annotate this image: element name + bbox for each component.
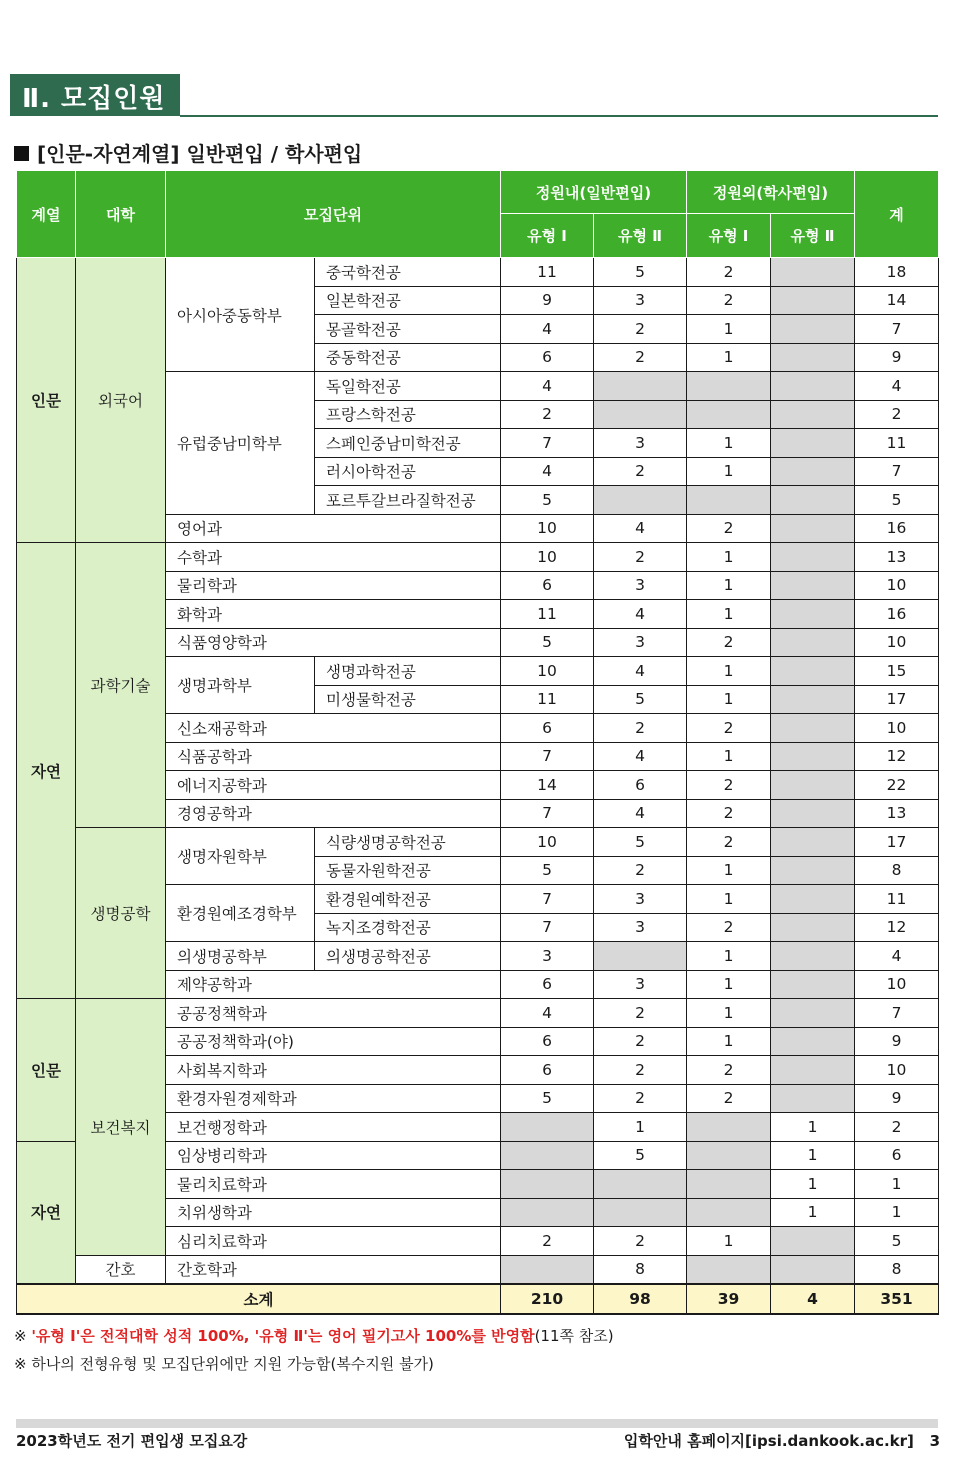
header-college: 대학	[76, 171, 166, 258]
total-cell: 16	[855, 600, 939, 629]
value-cell: 2	[501, 400, 594, 429]
value-cell: 2	[687, 714, 771, 743]
total-cell: 8	[855, 1255, 939, 1284]
value-cell: 2	[594, 343, 687, 372]
dept-cell: 화학과	[166, 600, 501, 629]
header-unit: 모집단위	[166, 171, 501, 258]
total-cell: 11	[855, 885, 939, 914]
value-cell: 3	[594, 970, 687, 999]
header-out-type1: 유형 Ⅰ	[687, 214, 771, 258]
total-cell: 17	[855, 685, 939, 714]
header-out-quota: 정원외(학사편입)	[687, 171, 855, 214]
table-row	[17, 999, 939, 1028]
value-cell: 2	[687, 258, 771, 287]
value-cell	[687, 1170, 771, 1199]
total-cell: 12	[855, 913, 939, 942]
major-cell: 프랑스학전공	[315, 400, 501, 429]
dept-cell: 신소재공학과	[166, 714, 501, 743]
value-cell	[771, 799, 855, 828]
major-cell: 미생물학전공	[315, 685, 501, 714]
value-cell	[771, 486, 855, 515]
dept-cell: 사회복지학과	[166, 1056, 501, 1085]
major-cell: 환경원예학전공	[315, 885, 501, 914]
value-cell: 1	[687, 1227, 771, 1256]
value-cell: 7	[501, 885, 594, 914]
subtotal-value: 39	[687, 1284, 771, 1314]
table-row	[17, 1255, 939, 1284]
major-cell: 중국학전공	[315, 258, 501, 287]
value-cell: 1	[687, 657, 771, 686]
section-underline	[180, 115, 938, 117]
value-cell: 1	[687, 856, 771, 885]
value-cell: 1	[771, 1141, 855, 1170]
value-cell: 2	[594, 1027, 687, 1056]
dept-cell: 아시아중동학부	[166, 258, 315, 372]
value-cell: 4	[501, 999, 594, 1028]
subtitle-text: [인문-자연계열] 일반편입 / 학사편입	[37, 142, 363, 166]
note-mark: ※	[14, 1327, 32, 1345]
value-cell	[687, 1113, 771, 1142]
value-cell: 11	[501, 600, 594, 629]
value-cell	[771, 714, 855, 743]
dept-cell: 간호학과	[166, 1255, 501, 1284]
field-cell: 인문	[17, 999, 76, 1142]
value-cell: 1	[687, 600, 771, 629]
college-cell: 외국어	[76, 258, 166, 543]
major-cell: 중동학전공	[315, 343, 501, 372]
value-cell: 1	[771, 1113, 855, 1142]
subtotal-value: 4	[771, 1284, 855, 1314]
value-cell	[687, 1255, 771, 1284]
dept-cell: 수학과	[166, 543, 501, 572]
value-cell: 7	[501, 799, 594, 828]
dept-cell: 임상병리학과	[166, 1141, 501, 1170]
value-cell	[771, 543, 855, 572]
value-cell: 2	[594, 315, 687, 344]
value-cell: 5	[594, 828, 687, 857]
value-cell	[771, 1027, 855, 1056]
value-cell	[771, 685, 855, 714]
value-cell	[687, 486, 771, 515]
page-number: 3	[929, 1432, 940, 1450]
dept-cell: 공공정책학과	[166, 999, 501, 1028]
value-cell	[771, 885, 855, 914]
value-cell: 2	[594, 457, 687, 486]
value-cell: 4	[594, 742, 687, 771]
major-cell: 포르투갈브라질학전공	[315, 486, 501, 515]
dept-cell: 생명자원학부	[166, 828, 315, 885]
value-cell: 4	[594, 514, 687, 543]
value-cell	[771, 315, 855, 344]
value-cell	[771, 400, 855, 429]
subtotal-value: 210	[501, 1284, 594, 1314]
dept-cell: 영어과	[166, 514, 501, 543]
header-field: 계열	[17, 171, 76, 258]
value-cell: 4	[501, 372, 594, 401]
dept-cell: 환경원예조경학부	[166, 885, 315, 942]
value-cell	[771, 913, 855, 942]
value-cell: 5	[501, 486, 594, 515]
total-cell: 16	[855, 514, 939, 543]
value-cell	[771, 942, 855, 971]
value-cell: 6	[501, 714, 594, 743]
header-out-type2: 유형 Ⅱ	[771, 214, 855, 258]
value-cell	[594, 942, 687, 971]
total-cell: 7	[855, 315, 939, 344]
value-cell: 10	[501, 514, 594, 543]
value-cell: 5	[594, 258, 687, 287]
enrollment-table	[16, 170, 939, 1315]
value-cell	[771, 457, 855, 486]
major-cell: 일본학전공	[315, 286, 501, 315]
total-cell: 10	[855, 571, 939, 600]
value-cell: 11	[501, 685, 594, 714]
table-row	[17, 543, 939, 572]
major-cell: 의생명공학전공	[315, 942, 501, 971]
total-cell: 12	[855, 742, 939, 771]
total-cell: 4	[855, 942, 939, 971]
header-in-type1: 유형 Ⅰ	[501, 214, 594, 258]
value-cell: 2	[687, 828, 771, 857]
total-cell: 15	[855, 657, 939, 686]
value-cell	[771, 1255, 855, 1284]
total-cell: 5	[855, 1227, 939, 1256]
value-cell	[594, 1198, 687, 1227]
header-in-quota: 정원내(일반편입)	[501, 171, 687, 214]
value-cell: 7	[501, 742, 594, 771]
value-cell: 1	[687, 343, 771, 372]
value-cell	[771, 628, 855, 657]
value-cell: 2	[594, 543, 687, 572]
college-cell: 과학기술	[76, 543, 166, 828]
value-cell	[771, 258, 855, 287]
note-highlight: '유형 Ⅰ'은 전적대학 성적 100%, '유형 Ⅱ'는 영어 필기고사 100%를 반영함	[31, 1327, 535, 1345]
value-cell: 6	[501, 970, 594, 999]
total-cell: 13	[855, 799, 939, 828]
dept-cell: 생명과학부	[166, 657, 315, 714]
value-cell: 2	[501, 1227, 594, 1256]
value-cell: 7	[501, 429, 594, 458]
value-cell	[771, 1227, 855, 1256]
value-cell: 1	[687, 571, 771, 600]
value-cell	[771, 372, 855, 401]
value-cell: 3	[594, 913, 687, 942]
value-cell	[594, 1170, 687, 1199]
dept-cell: 환경자원경제학과	[166, 1084, 501, 1113]
value-cell: 4	[594, 657, 687, 686]
value-cell: 5	[594, 1141, 687, 1170]
major-cell: 독일학전공	[315, 372, 501, 401]
value-cell: 5	[594, 685, 687, 714]
value-cell: 1	[687, 685, 771, 714]
total-cell: 9	[855, 343, 939, 372]
value-cell: 2	[687, 628, 771, 657]
value-cell	[771, 429, 855, 458]
value-cell: 1	[771, 1170, 855, 1199]
value-cell: 6	[501, 571, 594, 600]
value-cell	[594, 486, 687, 515]
dept-cell: 치위생학과	[166, 1198, 501, 1227]
value-cell: 5	[501, 1084, 594, 1113]
value-cell	[501, 1141, 594, 1170]
field-cell: 자연	[17, 543, 76, 999]
value-cell: 4	[594, 799, 687, 828]
value-cell	[771, 1084, 855, 1113]
dept-cell: 의생명공학부	[166, 942, 315, 971]
value-cell: 14	[501, 771, 594, 800]
total-cell: 2	[855, 1113, 939, 1142]
note-single-application: ※ 하나의 전형유형 및 모집단위에만 지원 가능함(복수지원 불가)	[14, 1355, 434, 1373]
dept-cell: 제약공학과	[166, 970, 501, 999]
value-cell: 1	[687, 315, 771, 344]
value-cell: 2	[687, 799, 771, 828]
value-cell: 8	[594, 1255, 687, 1284]
major-cell: 녹지조경학전공	[315, 913, 501, 942]
value-cell: 6	[501, 343, 594, 372]
footer-right	[624, 1430, 940, 1451]
square-bullet-icon	[14, 146, 29, 161]
total-cell: 2	[855, 400, 939, 429]
value-cell: 10	[501, 828, 594, 857]
total-cell: 18	[855, 258, 939, 287]
total-cell: 5	[855, 486, 939, 515]
footer-document-title: 2023학년도 전기 편입생 모집요강	[16, 1432, 248, 1450]
major-cell: 생명과학전공	[315, 657, 501, 686]
value-cell: 1	[687, 429, 771, 458]
subtotal-value: 98	[594, 1284, 687, 1314]
dept-cell: 경영공학과	[166, 799, 501, 828]
value-cell: 2	[687, 771, 771, 800]
total-cell: 9	[855, 1027, 939, 1056]
value-cell	[501, 1198, 594, 1227]
table-row	[17, 828, 939, 857]
value-cell: 4	[501, 457, 594, 486]
subtotal-label: 소계	[17, 1284, 501, 1314]
value-cell: 1	[687, 970, 771, 999]
value-cell	[771, 571, 855, 600]
note-reference: (11쪽 참조)	[534, 1327, 614, 1345]
value-cell: 2	[594, 999, 687, 1028]
value-cell: 3	[501, 942, 594, 971]
value-cell: 10	[501, 657, 594, 686]
total-cell: 10	[855, 1056, 939, 1085]
value-cell	[771, 657, 855, 686]
value-cell: 1	[687, 1027, 771, 1056]
value-cell: 3	[594, 571, 687, 600]
value-cell: 2	[687, 1056, 771, 1085]
header-in-type2: 유형 Ⅱ	[594, 214, 687, 258]
total-cell: 7	[855, 999, 939, 1028]
dept-cell: 유럽중남미학부	[166, 372, 315, 515]
value-cell: 2	[687, 514, 771, 543]
dept-cell: 식품영양학과	[166, 628, 501, 657]
value-cell	[771, 600, 855, 629]
value-cell: 1	[594, 1113, 687, 1142]
dept-cell: 공공정책학과(야)	[166, 1027, 501, 1056]
footer-homepage: 입학안내 홈페이지[ipsi.dankook.ac.kr]	[623, 1432, 914, 1450]
total-cell: 17	[855, 828, 939, 857]
value-cell: 5	[501, 628, 594, 657]
value-cell: 1	[771, 1198, 855, 1227]
field-cell: 자연	[17, 1141, 76, 1284]
total-cell: 1	[855, 1170, 939, 1199]
value-cell: 6	[501, 1056, 594, 1085]
total-cell: 9	[855, 1084, 939, 1113]
subtitle	[14, 138, 362, 167]
value-cell: 2	[594, 856, 687, 885]
dept-cell: 식품공학과	[166, 742, 501, 771]
value-cell	[771, 514, 855, 543]
value-cell: 3	[594, 286, 687, 315]
total-cell: 10	[855, 970, 939, 999]
value-cell	[501, 1170, 594, 1199]
field-cell: 인문	[17, 258, 76, 543]
value-cell: 2	[594, 1056, 687, 1085]
value-cell: 3	[594, 885, 687, 914]
dept-cell: 물리학과	[166, 571, 501, 600]
value-cell: 2	[687, 286, 771, 315]
dept-cell: 보건행정학과	[166, 1113, 501, 1142]
value-cell: 6	[594, 771, 687, 800]
total-cell: 6	[855, 1141, 939, 1170]
value-cell: 2	[594, 1227, 687, 1256]
value-cell	[687, 1198, 771, 1227]
college-cell: 생명공학	[76, 828, 166, 999]
value-cell: 2	[594, 1084, 687, 1113]
value-cell: 3	[594, 628, 687, 657]
total-cell: 7	[855, 457, 939, 486]
value-cell	[771, 999, 855, 1028]
value-cell	[771, 1056, 855, 1085]
value-cell	[771, 970, 855, 999]
value-cell: 5	[501, 856, 594, 885]
value-cell: 4	[501, 315, 594, 344]
value-cell	[501, 1255, 594, 1284]
dept-cell: 심리치료학과	[166, 1227, 501, 1256]
college-cell: 간호	[76, 1255, 166, 1284]
dept-cell: 에너지공학과	[166, 771, 501, 800]
value-cell	[771, 742, 855, 771]
value-cell	[771, 828, 855, 857]
value-cell: 1	[687, 742, 771, 771]
value-cell: 4	[594, 600, 687, 629]
total-cell: 14	[855, 286, 939, 315]
value-cell	[501, 1113, 594, 1142]
value-cell	[594, 372, 687, 401]
value-cell: 10	[501, 543, 594, 572]
major-cell: 스페인중남미학전공	[315, 429, 501, 458]
table-row	[17, 258, 939, 287]
total-cell: 11	[855, 429, 939, 458]
value-cell	[687, 400, 771, 429]
subtotal-row	[17, 1284, 939, 1314]
value-cell: 11	[501, 258, 594, 287]
header-total: 계	[855, 171, 939, 258]
total-cell: 1	[855, 1198, 939, 1227]
total-cell: 10	[855, 714, 939, 743]
footer-bar	[16, 1419, 938, 1428]
value-cell: 1	[687, 942, 771, 971]
value-cell	[771, 343, 855, 372]
total-cell: 10	[855, 628, 939, 657]
total-cell: 13	[855, 543, 939, 572]
value-cell	[594, 400, 687, 429]
college-cell: 보건복지	[76, 999, 166, 1256]
value-cell	[771, 771, 855, 800]
value-cell: 9	[501, 286, 594, 315]
major-cell: 동물자원학전공	[315, 856, 501, 885]
value-cell	[771, 856, 855, 885]
value-cell	[687, 372, 771, 401]
value-cell: 2	[687, 913, 771, 942]
major-cell: 러시아학전공	[315, 457, 501, 486]
value-cell: 2	[687, 1084, 771, 1113]
subtotal-value: 351	[855, 1284, 939, 1314]
total-cell: 8	[855, 856, 939, 885]
major-cell: 몽골학전공	[315, 315, 501, 344]
value-cell	[771, 286, 855, 315]
value-cell: 3	[594, 429, 687, 458]
value-cell: 7	[501, 913, 594, 942]
value-cell: 1	[687, 543, 771, 572]
value-cell: 1	[687, 885, 771, 914]
dept-cell: 물리치료학과	[166, 1170, 501, 1199]
section-title: Ⅱ. 모집인원	[22, 84, 166, 114]
value-cell: 6	[501, 1027, 594, 1056]
total-cell: 22	[855, 771, 939, 800]
value-cell: 2	[594, 714, 687, 743]
value-cell: 1	[687, 457, 771, 486]
value-cell	[687, 1141, 771, 1170]
note-evaluation	[14, 1325, 614, 1346]
total-cell: 4	[855, 372, 939, 401]
value-cell: 1	[687, 999, 771, 1028]
major-cell: 식량생명공학전공	[315, 828, 501, 857]
